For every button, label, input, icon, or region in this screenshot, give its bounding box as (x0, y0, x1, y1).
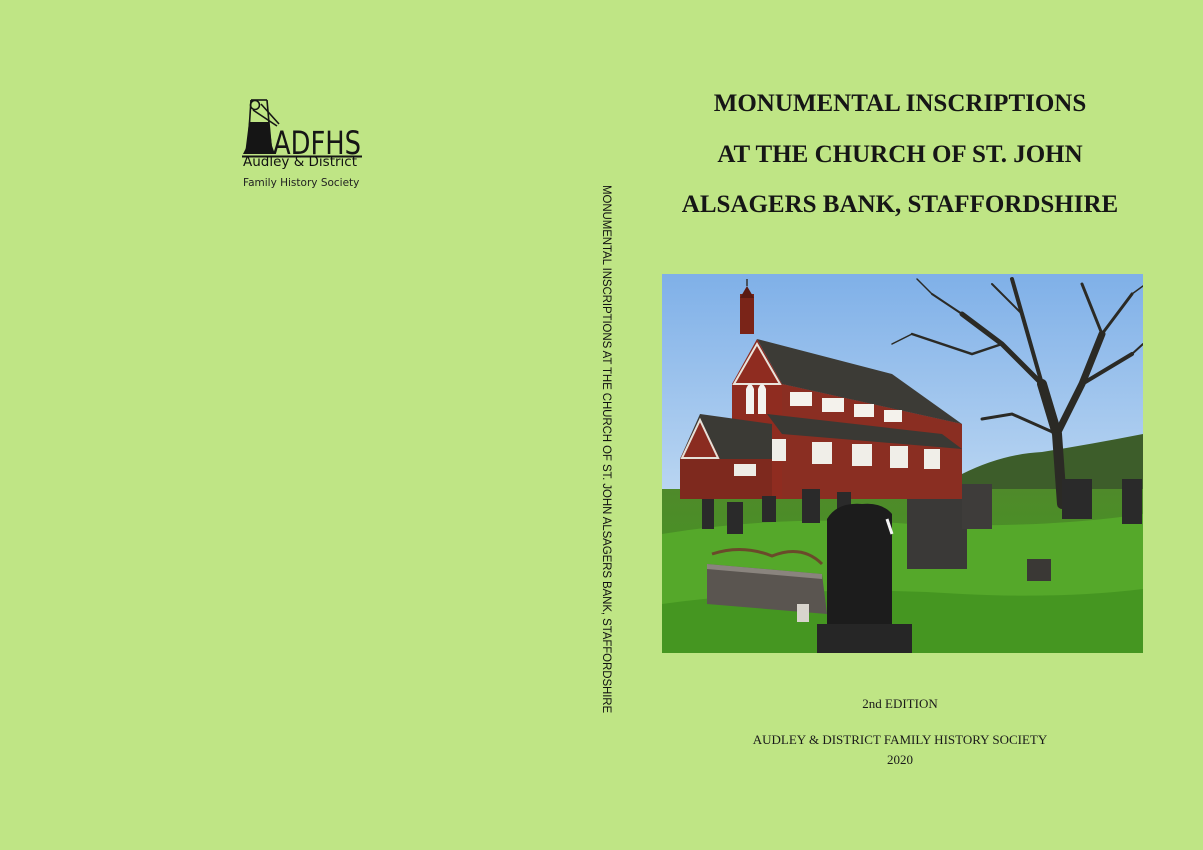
title-line-1: MONUMENTAL INSCRIPTIONS (713, 90, 1087, 117)
logo-society-subtitle: Family History Society (243, 177, 360, 189)
publication-year: 2020 (887, 752, 913, 767)
spine-title: MONUMENTAL INSCRIPTIONS AT THE CHURCH OF ST. JOHN ALSAGERS BANK, STAFFORDSHIRE (600, 185, 612, 714)
publisher-name: AUDLEY & DISTRICT FAMILY HISTORY SOCIETY (752, 732, 1048, 747)
logo-wordmark: ADFHS (273, 124, 361, 160)
adfhs-logo (241, 96, 371, 196)
edition-label: 2nd EDITION (862, 696, 938, 711)
logo-society-name: Audley & District (243, 154, 358, 170)
title-line-2: AT THE CHURCH OF ST. JOHN (717, 141, 1083, 168)
title-line-3: ALSAGERS BANK, STAFFORDSHIRE (681, 191, 1119, 218)
back-cover (0, 0, 580, 850)
pithead-logo-icon (241, 96, 371, 160)
church-photo (662, 274, 1143, 653)
